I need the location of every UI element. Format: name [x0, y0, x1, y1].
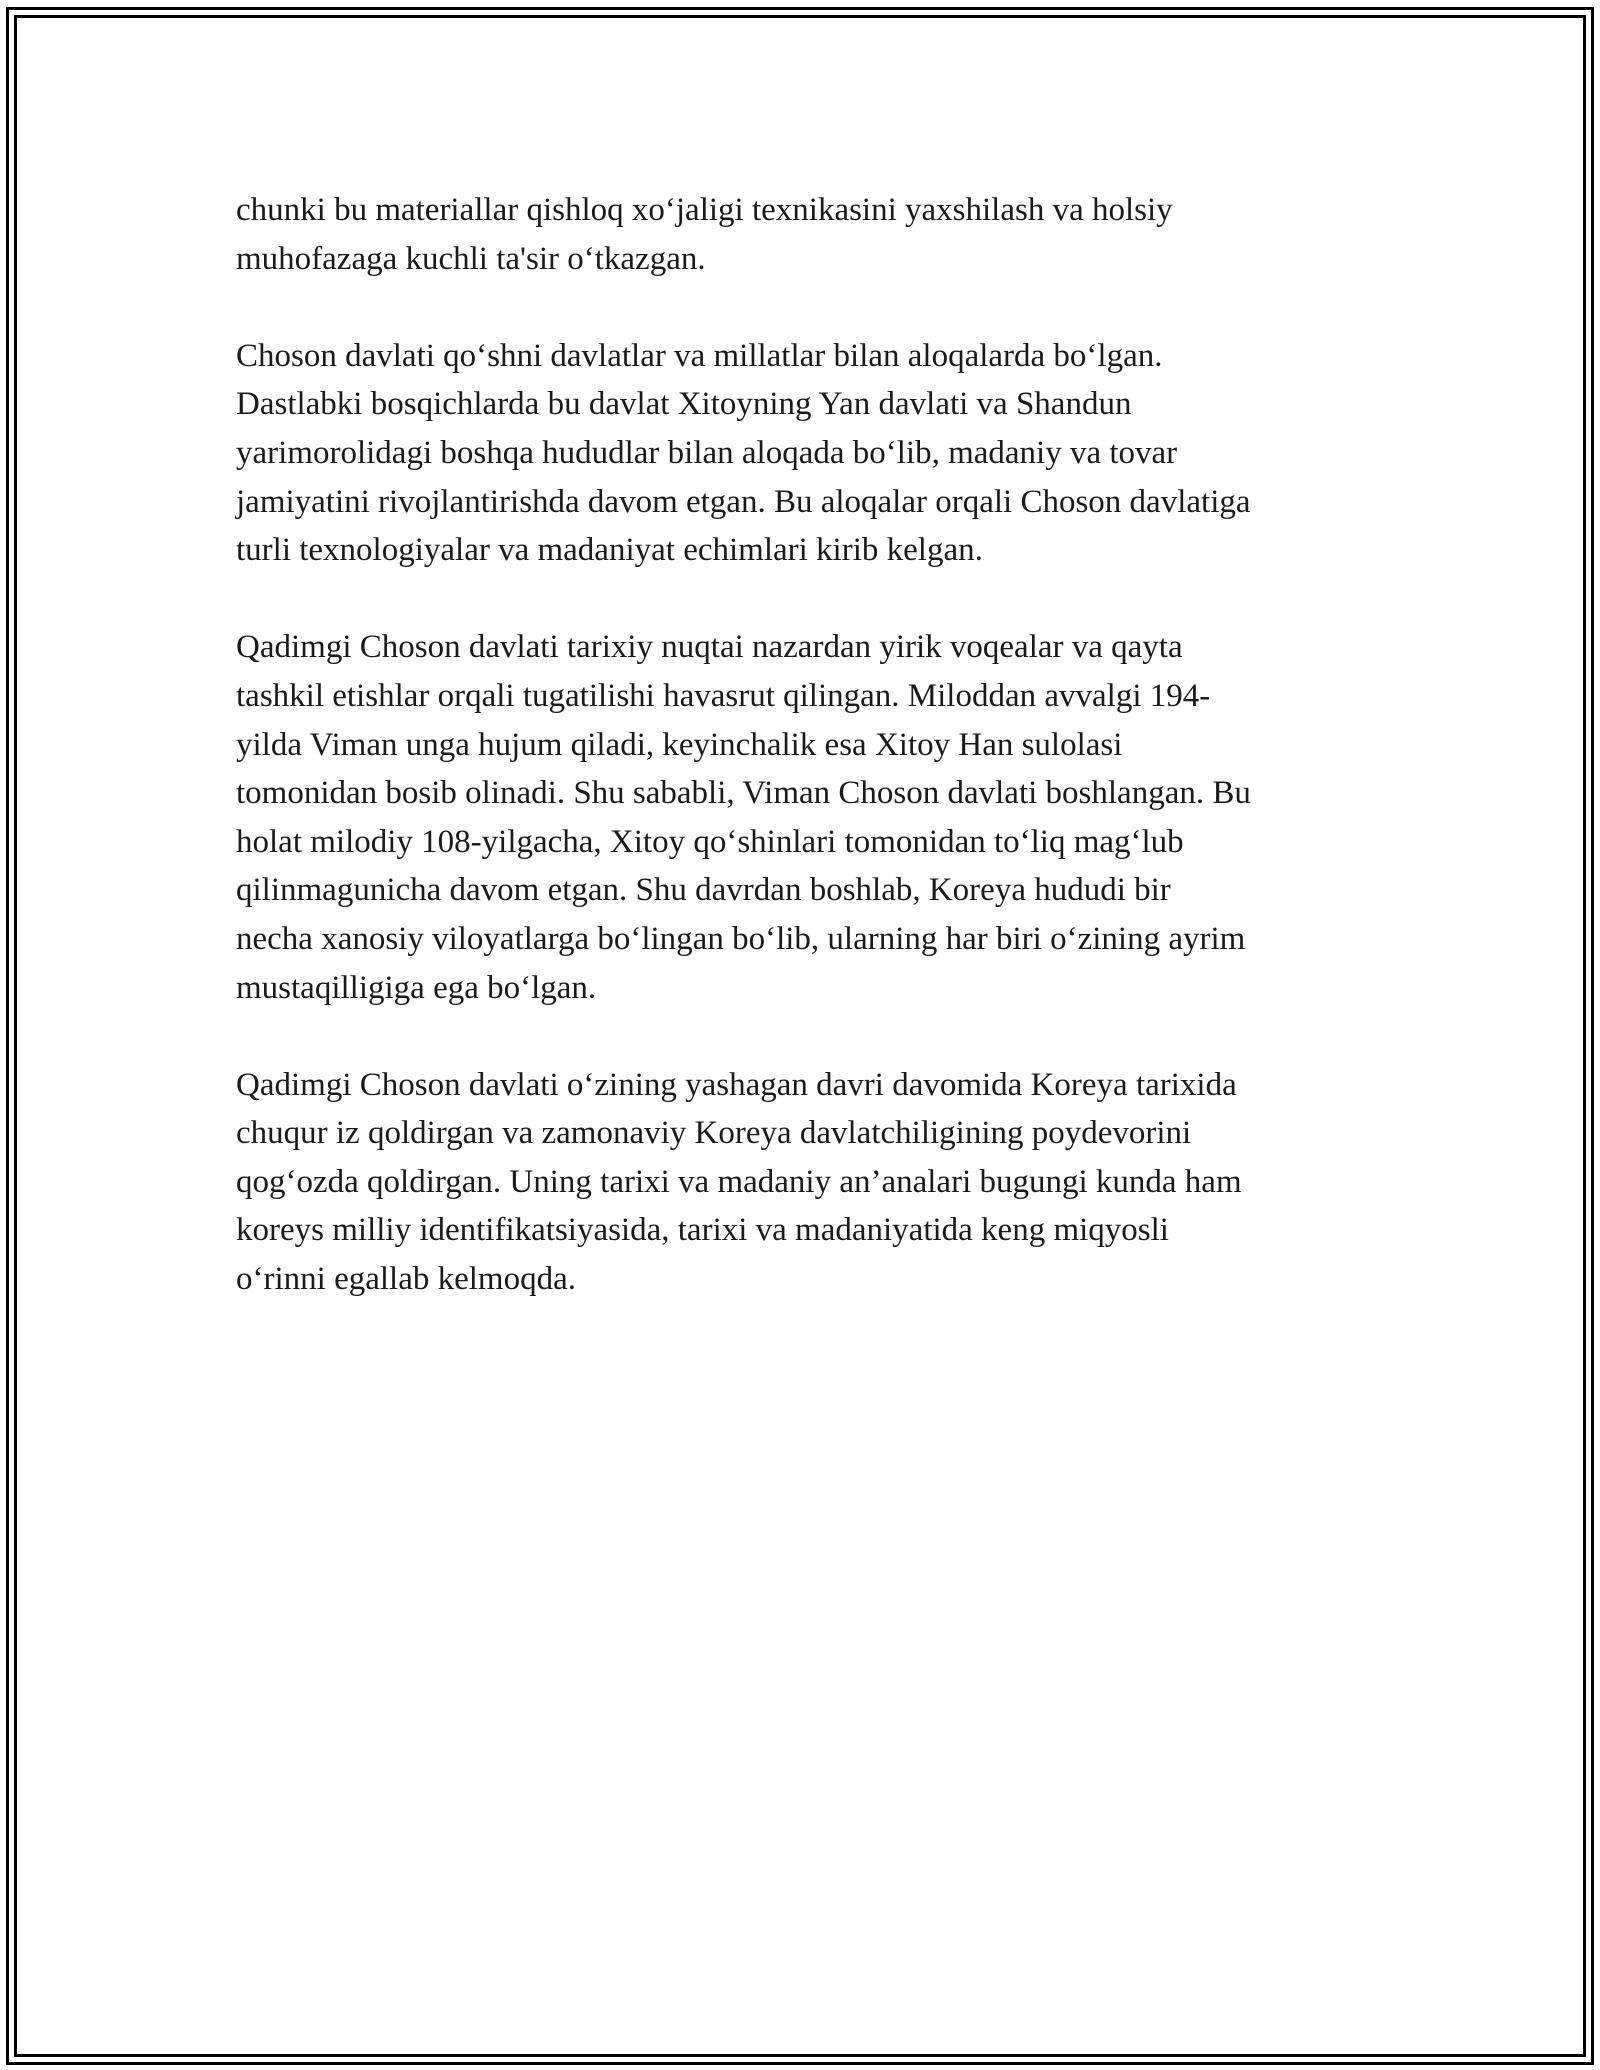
paragraph-1 [236, 186, 1386, 283]
text-line: turli texnologiyalar va madaniyat echimlari kirib kelgan. [236, 532, 983, 569]
text-line: mustaqilligiga ega bo‘lgan. [236, 969, 597, 1006]
text-line: chuqur iz qoldirgan va zamonaviy Koreya davlatchiligining poydevorini [236, 1115, 1192, 1152]
text-line: necha xanosiy viloyatlarga bo‘lingan bo‘lib, ularning har biri o‘zining ayrim [236, 920, 1246, 957]
text-line: tomonidan bosib olinadi. Shu sababli, Viman Choson davlati boshlangan. Bu [236, 775, 1251, 812]
text-line: chunki bu materiallar qishloq xo‘jaligi texnikasini yaxshilash va holsiy [236, 192, 1173, 228]
text-line: jamiyatini rivojlantirishda davom etgan. Bu aloqalar orqali Choson davlatiga [236, 483, 1251, 520]
text-line: o‘rinni egallab kelmoqda. [236, 1261, 576, 1298]
text-line: koreys milliy identifikatsiyasida, tarixi va madaniyatida keng miqyosli [236, 1212, 1169, 1249]
text-line: yarimorolidagi boshqa hududlar bilan aloqada bo‘lib, madaniy va tovar [236, 434, 1178, 471]
paragraph-4 [236, 1061, 1386, 1304]
text-line: yilda Viman unga hujum qiladi, keyinchalik esa Xitoy Han sulolasi [236, 726, 1123, 763]
text-line: holat milodiy 108-yilgacha, Xitoy qo‘shinlari tomonidan to‘liq mag‘lub [236, 823, 1184, 860]
text-line: tashkil etishlar orqali tugatilishi havasrut qilingan. Miloddan avvalgi 194- [236, 677, 1211, 714]
text-line: Qadimgi Choson davlati o‘zining yashagan davri davomida Koreya tarixida [236, 1066, 1237, 1103]
document-body [236, 186, 1386, 1352]
paragraph-3 [236, 623, 1386, 1012]
text-line: qilinmagunicha davom etgan. Shu davrdan boshlab, Koreya hududi bir [236, 872, 1171, 909]
text-line: qog‘ozda qoldirgan. Uning tarixi va madaniy an’analari bugungi kunda ham [236, 1163, 1242, 1200]
paragraph-2 [236, 332, 1386, 575]
text-line: Qadimgi Choson davlati tarixiy nuqtai nazardan yirik voqealar va qayta [236, 629, 1183, 666]
text-line: muhofazaga kuchli ta'sir o‘tkazgan. [236, 240, 706, 277]
text-line: Choson davlati qo‘shni davlatlar va millatlar bilan aloqalarda bo‘lgan. [236, 337, 1163, 374]
text-line: Dastlabki bosqichlarda bu davlat Xitoyning Yan davlati va Shandun [236, 386, 1132, 423]
